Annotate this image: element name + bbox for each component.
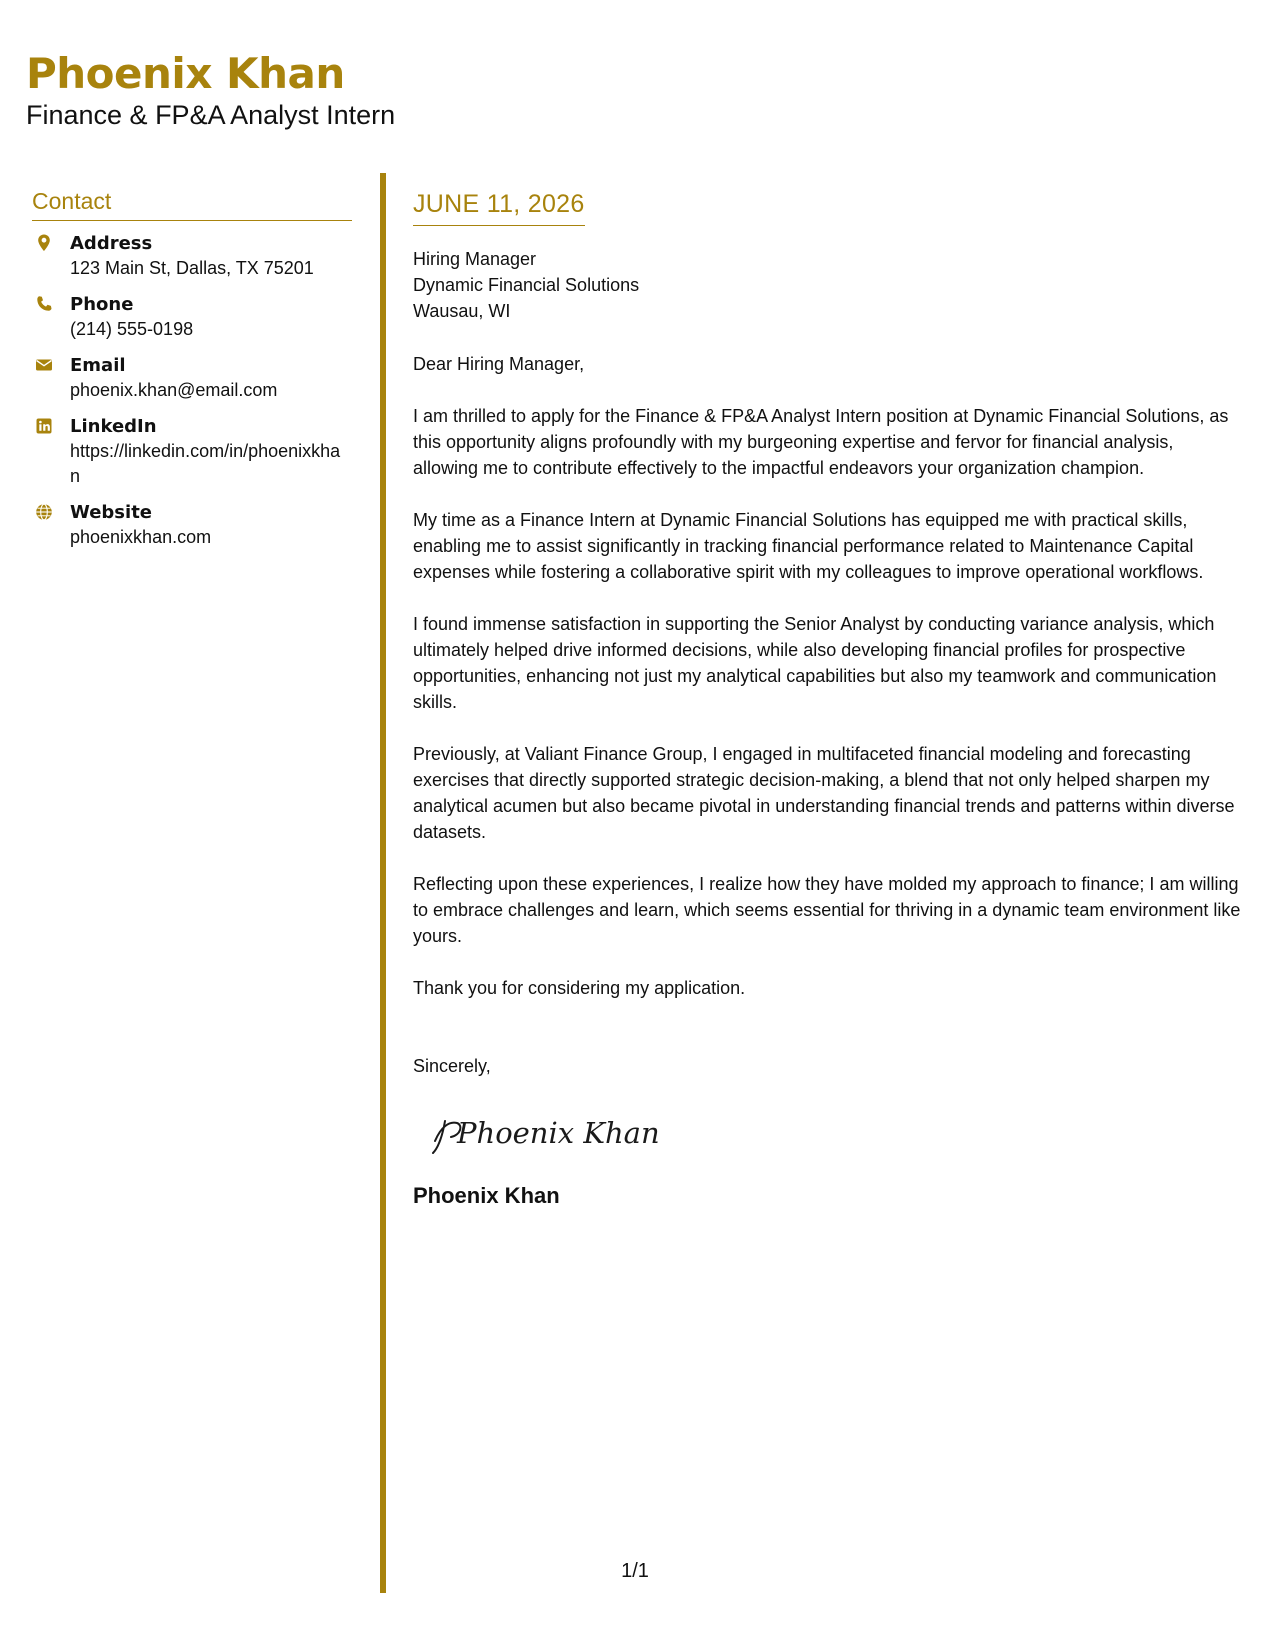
contact-item-email <box>32 353 352 403</box>
contact-label-website: Website <box>70 502 153 523</box>
linkedin-icon <box>34 416 54 436</box>
location-pin-icon <box>34 233 54 253</box>
recipient-block <box>413 246 1243 324</box>
contact-label-phone: Phone <box>70 294 134 315</box>
contact-sidebar <box>32 188 352 561</box>
vertical-divider <box>380 173 386 1593</box>
header <box>26 48 395 132</box>
contact-item-phone <box>32 292 352 342</box>
salutation: Dear Hiring Manager, <box>413 354 585 374</box>
applicant-name: Phoenix Khan <box>26 49 345 98</box>
signature-text: Phoenix Khan <box>457 1116 660 1150</box>
contact-label-email: Email <box>70 355 126 376</box>
closing: Sincerely, <box>413 1056 491 1076</box>
recipient-location: Wausau, WI <box>413 301 511 321</box>
paragraph-1: I am thrilled to apply for the Finance & FP&A Analyst Intern position at Dynamic Financial Solutions, as this opportunity aligns profoundly with my burgeoning expertise and fervor for financial analysis, allowing me to contribute effectively to the impactful endeavors your organization champion. <box>413 406 1229 478</box>
email-value[interactable]: phoenix.khan@email.com <box>70 380 278 400</box>
job-title: Finance & FP&A Analyst Intern <box>26 100 396 130</box>
paragraph-2: My time as a Finance Intern at Dynamic Financial Solutions has equipped me with practical skills, enabling me to assist significantly in tracking financial performance related to Maintenance Capital expenses while fostering a collaborative spirit with my colleagues to improve operational workflows. <box>413 510 1204 582</box>
contact-label-linkedin: LinkedIn <box>70 416 157 437</box>
envelope-icon <box>34 355 54 375</box>
paragraph-3: I found immense satisfaction in supporting the Senior Analyst by conducting variance analysis, which ultimately helped drive informed decisions, while also developing financial profiles for prospective opportunities, enhancing not just my analytical capabilities but also my teamwork and communication skills. <box>413 614 1217 712</box>
signer-name: Phoenix Khan <box>413 1183 560 1208</box>
paragraph-5: Reflecting upon these experiences, I realize how they have molded my approach to finance; I am willing to embrace challenges and learn, which seems essential for thriving in a dynamic team environment like yours. <box>413 874 1241 946</box>
address-value: 123 Main St, Dallas, TX 75201 <box>70 258 314 278</box>
website-value[interactable]: phoenixkhan.com <box>70 527 212 547</box>
recipient-title: Hiring Manager <box>413 249 537 269</box>
contact-list <box>32 231 352 550</box>
globe-icon <box>34 502 54 522</box>
contact-item-website <box>32 500 352 550</box>
paragraph-4: Previously, at Valiant Finance Group, I engaged in multifaceted financial modeling and forecasting exercises that directly supported strategic decision-making, a blend that not only helped sharpen my analytical acumen but also became pivotal in understanding financial trends and patterns within diverse datasets. <box>413 744 1235 842</box>
contact-heading: Contact <box>32 188 352 221</box>
linkedin-value[interactable]: https://linkedin.com/in/phoenixkhan <box>70 441 341 486</box>
letter-date: JUNE 11, 2026 <box>413 190 585 226</box>
letter-body <box>413 190 1243 1209</box>
contact-item-address <box>32 231 352 281</box>
handwritten-signature <box>427 1107 667 1163</box>
contact-item-linkedin <box>32 414 352 489</box>
paragraph-6: Thank you for considering my application. <box>413 978 746 998</box>
recipient-company: Dynamic Financial Solutions <box>413 275 640 295</box>
phone-icon <box>34 294 54 314</box>
page-number: 1/1 <box>621 1560 649 1582</box>
contact-label-address: Address <box>70 233 153 254</box>
phone-value[interactable]: (214) 555-0198 <box>70 319 194 339</box>
